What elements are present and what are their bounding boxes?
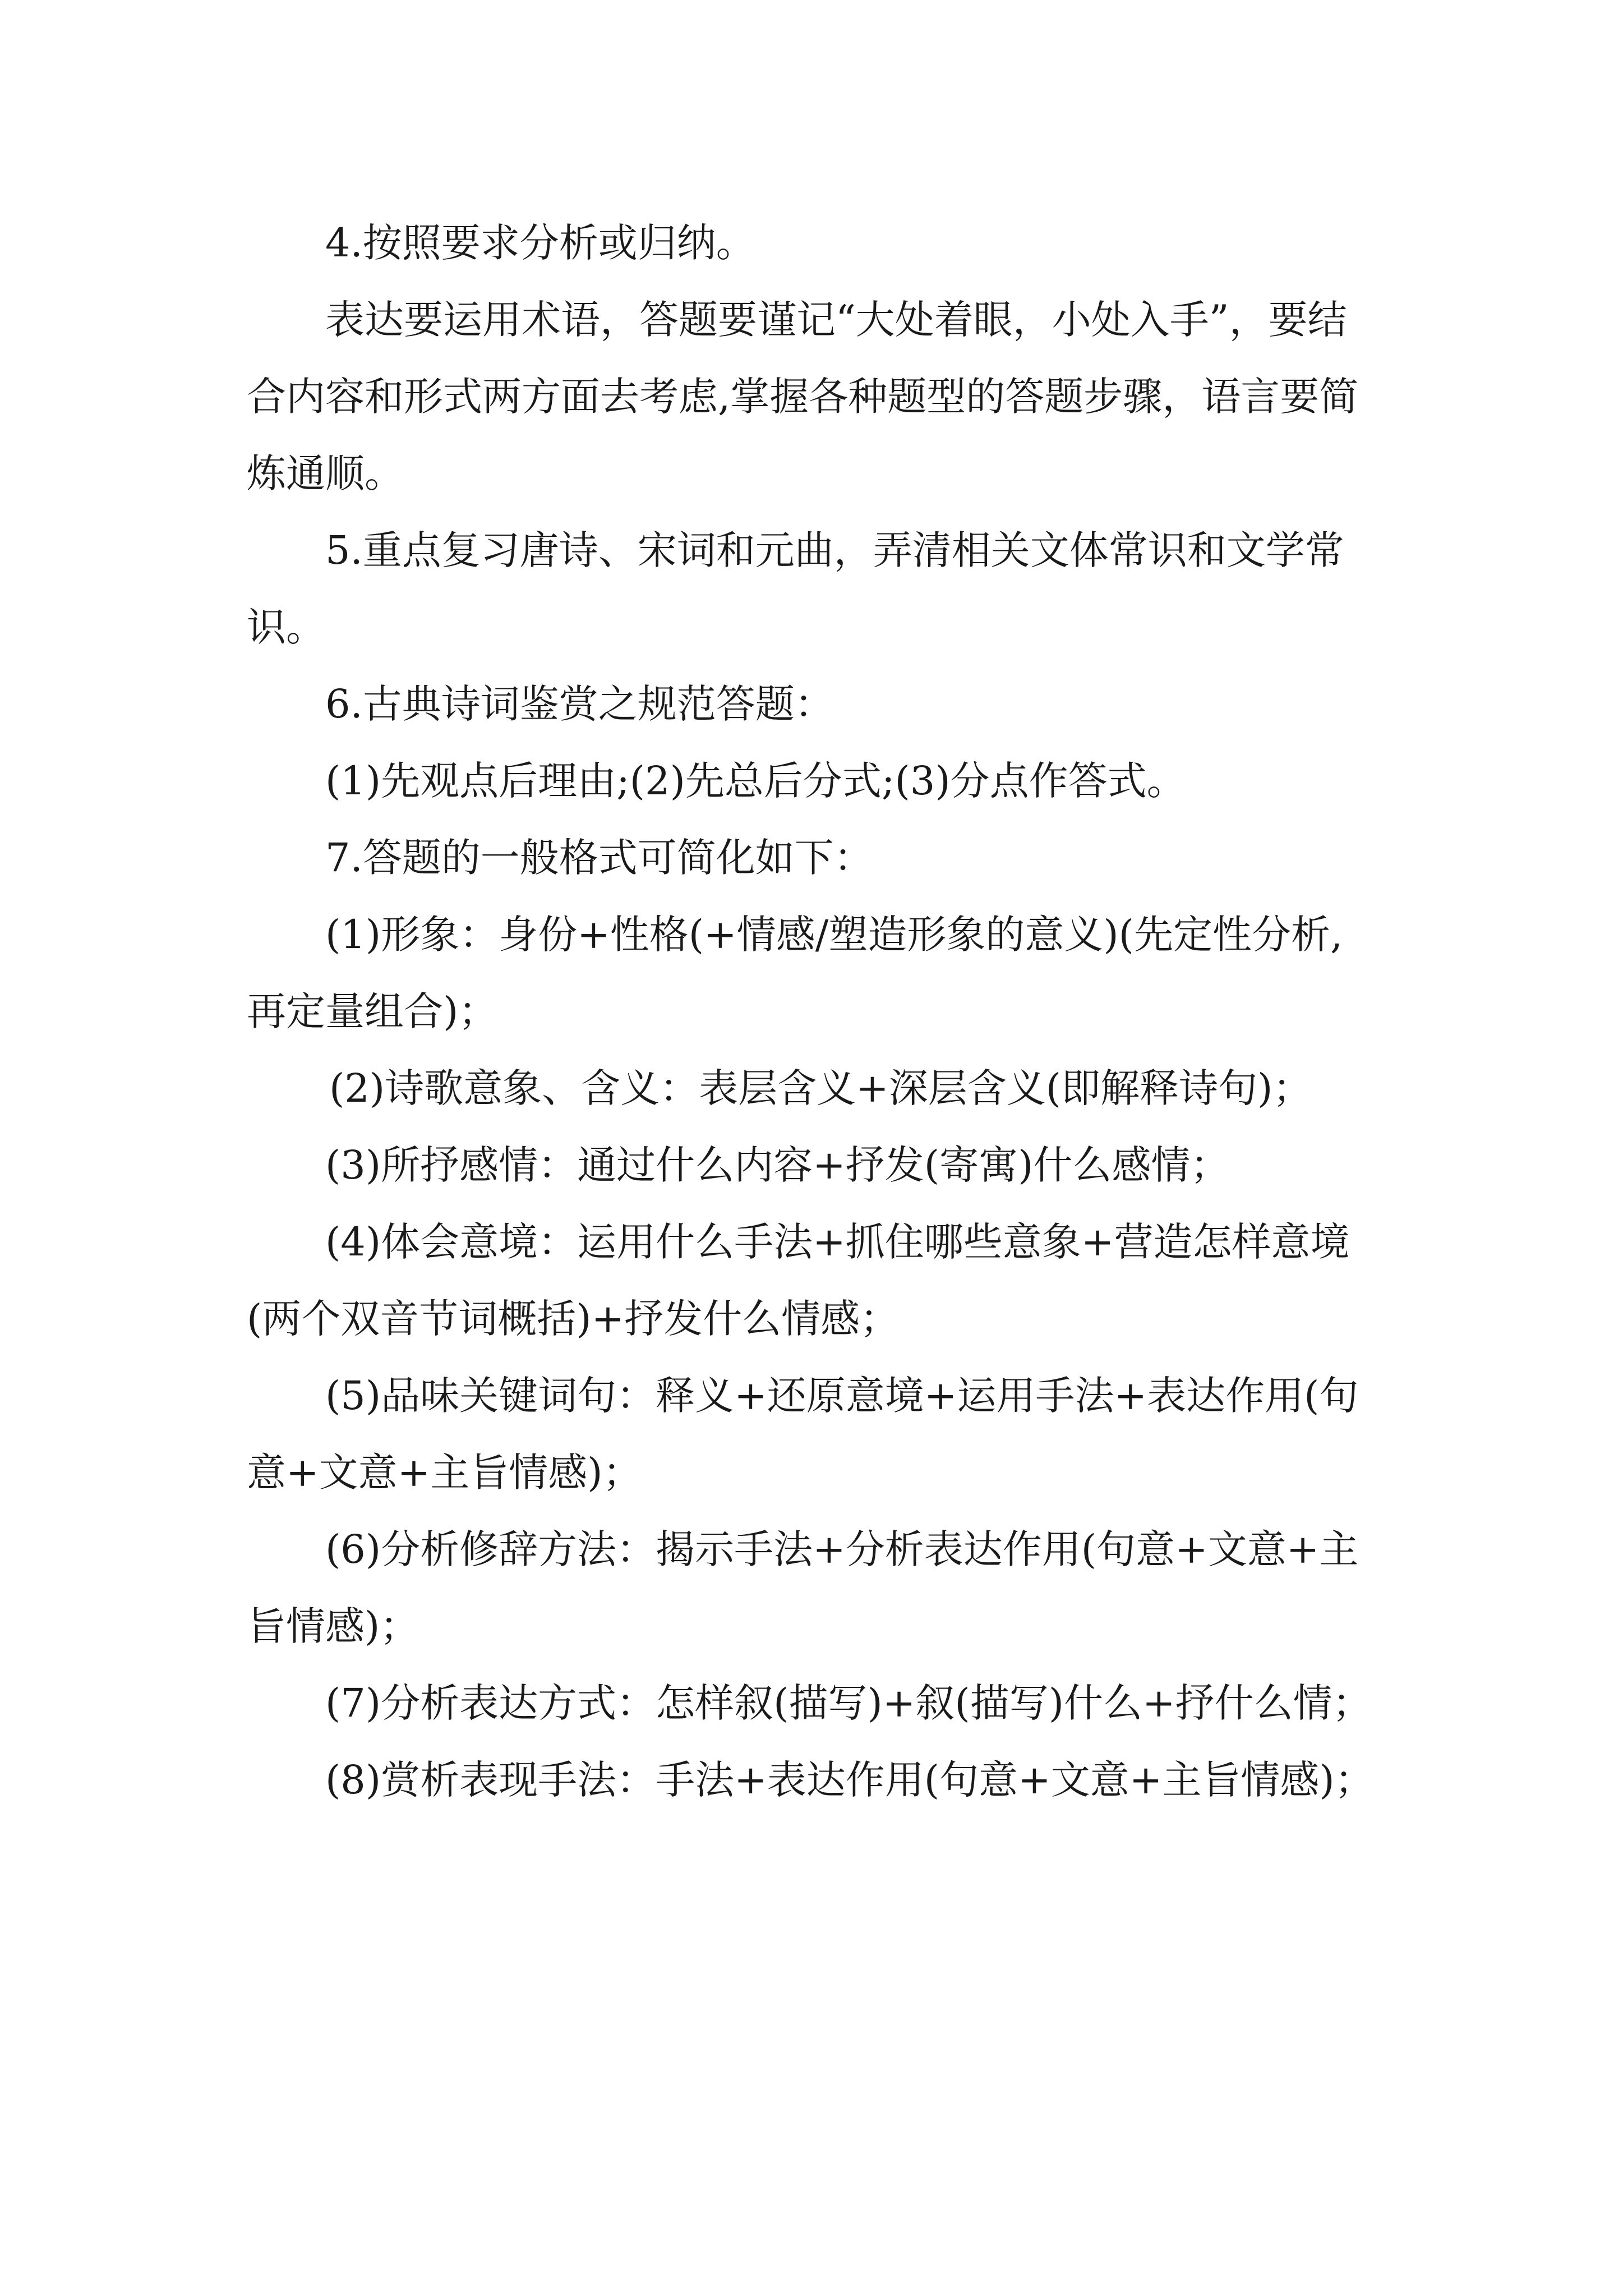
paragraph-step-4: 4.按照要求分析或归纳。 xyxy=(325,220,755,266)
paragraph-step-7: 7.答题的一般格式可简化如下： xyxy=(325,835,873,881)
paragraph-expression: 表达要运用术语，答题要谨记“大处着眼，小处入手”，要结合内容和形式两方面去考虑,掌握各种题型的答题步骤，语言要简炼通顺。 xyxy=(247,297,1359,496)
body-text xyxy=(247,205,1377,1819)
paragraph-format-1: (1)形象：身份+性格(+情感/塑造形象的意义)(先定性分析,再定量组合)； xyxy=(247,912,1343,1034)
paragraph-format-3: (3)所抒感情：通过什么内容+抒发(寄寓)什么感情； xyxy=(325,1142,1230,1188)
paragraph-answer-modes: (1)先观点后理由;(2)先总后分式;(3)分点作答式。 xyxy=(325,758,1186,804)
paragraph-format-2: (2)诗歌意象、含义：表层含义+深层含义(即解释诗句)； xyxy=(329,1065,1312,1111)
paragraph-format-5: (5)品味关键词句：释义+还原意境+运用手法+表达作用(句意+文意+主旨情感)； xyxy=(247,1373,1359,1496)
paragraph-step-5: 5.重点复习唐诗、宋词和元曲，弄清相关文体常识和文学常识。 xyxy=(247,527,1344,650)
paragraph-format-6: (6)分析修辞方法：揭示手法+分析表达作用(句意+文意+主旨情感)； xyxy=(247,1526,1359,1649)
paragraph-format-4: (4)体会意境：运用什么手法+抓住哪些意象+营造怎样意境(两个双音节词概括)+抒发什么情感； xyxy=(247,1219,1350,1342)
paragraph-step-6: 6.古典诗词鉴赏之规范答题： xyxy=(325,681,834,727)
paragraph-format-7: (7)分析表达方式：怎样叙(描写)+叙(描写)什么+抒什么情； xyxy=(325,1680,1372,1726)
paragraph-format-8: (8)赏析表现手法：手法+表达作用(句意+文意+主旨情感)； xyxy=(325,1757,1374,1803)
